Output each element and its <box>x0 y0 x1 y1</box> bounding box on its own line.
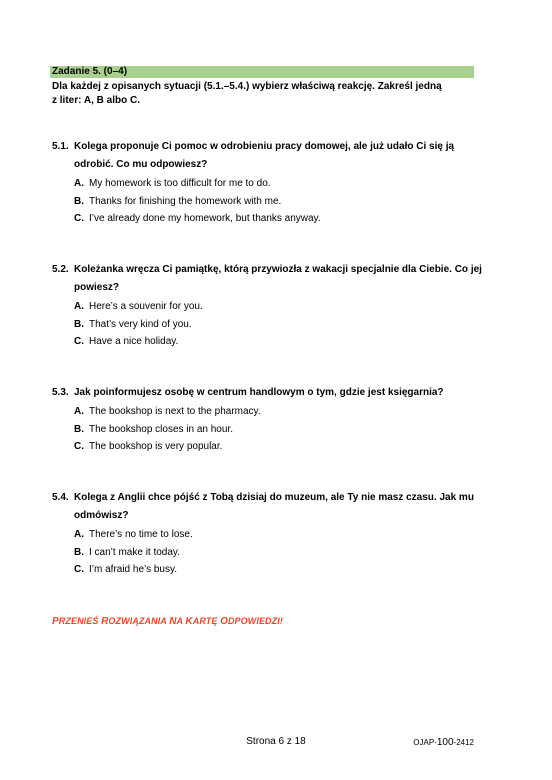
option-letter: A. <box>74 178 84 189</box>
option-list <box>74 298 482 351</box>
option-c[interactable] <box>74 561 482 579</box>
option-text: The bookshop is next to the pharmacy. <box>89 406 261 417</box>
option-text: The bookshop closes in an hour. <box>89 423 233 435</box>
option-text: I can’t make it today. <box>89 546 180 558</box>
exam-code <box>413 737 474 748</box>
exam-code-prefix: OJAP- <box>413 738 437 747</box>
option-letter: C. <box>74 564 84 575</box>
option-a[interactable] <box>74 298 482 316</box>
option-c[interactable] <box>74 210 482 228</box>
option-list <box>74 175 482 228</box>
question-stem: Jak poinformujesz osobę w centrum handlowym o tym, gdzie jest księgarnia? <box>74 387 444 398</box>
option-text: The bookshop is very popular. <box>89 441 223 452</box>
question-5-4 <box>52 489 482 579</box>
reminder-word: DPOWIEDZI! <box>227 616 283 626</box>
task-header: Zadanie 5. (0–4) <box>50 66 474 78</box>
option-text: Here’s a souvenir for you. <box>89 301 203 312</box>
question-number: 5.4. <box>52 492 69 503</box>
question-stem: Kolega proponuje Ci pomoc w odrobieniu pracy domowej, ale już udało Ci się ją odrobić. Co mu odpowiesz? <box>74 141 455 170</box>
option-list <box>74 403 482 456</box>
option-a[interactable] <box>74 403 482 421</box>
option-text: Have a nice holiday. <box>89 336 179 347</box>
option-text: Thanks for finishing the homework with me. <box>89 195 282 207</box>
question-number: 5.3. <box>52 387 69 398</box>
option-letter: B. <box>74 195 84 207</box>
option-text: I’m afraid he’s busy. <box>89 564 178 575</box>
option-letter: C. <box>74 336 84 347</box>
option-letter: C. <box>74 441 84 452</box>
option-letter: B. <box>74 546 84 558</box>
option-c[interactable] <box>74 438 482 456</box>
reminder-cap: N <box>169 616 177 627</box>
option-letter: A. <box>74 529 84 540</box>
option-b[interactable] <box>74 421 482 439</box>
question-number: 5.1. <box>52 141 69 152</box>
option-text: That’s very kind of you. <box>89 318 192 330</box>
reminder-cap: K <box>185 616 193 627</box>
option-b[interactable] <box>74 544 482 562</box>
option-letter: C. <box>74 213 84 224</box>
option-text: I’ve already done my homework, but thanks anyway. <box>89 213 321 224</box>
option-a[interactable] <box>74 175 482 193</box>
question-5-2 <box>52 261 482 351</box>
option-list <box>74 526 482 579</box>
instruction-line-2: z liter: A, B albo C. <box>52 95 140 106</box>
reminder-word: ARTĘ <box>192 616 221 626</box>
option-text: There’s no time to lose. <box>89 529 193 540</box>
reminder-cap: O <box>220 616 228 627</box>
question-number: 5.2. <box>52 264 69 275</box>
option-b[interactable] <box>74 316 482 334</box>
option-letter: A. <box>74 301 84 312</box>
reminder-word: RZENIEŚ <box>58 616 102 626</box>
transfer-answers-reminder <box>52 616 283 627</box>
question-5-3 <box>52 384 482 456</box>
exam-code-main: 100 <box>436 737 454 748</box>
option-letter: A. <box>74 406 84 417</box>
option-letter: B. <box>74 423 84 435</box>
option-c[interactable] <box>74 333 482 351</box>
reminder-cap: P <box>52 616 59 627</box>
page-number: Strona 6 z 18 <box>246 736 306 747</box>
question-5-1 <box>52 138 482 228</box>
instruction-line-1: Dla każdej z opisanych sytuacji (5.1.–5.4.) wybierz właściwą reakcję. Zakreśl jedną <box>52 81 442 92</box>
option-a[interactable] <box>74 526 482 544</box>
reminder-word: OZWIĄZANIA <box>108 616 170 626</box>
reminder-cap: R <box>101 616 109 627</box>
question-stem: Koleżanka wręcza Ci pamiątkę, którą przywiozła z wakacji specjalnie dla Ciebie. Co jej powiesz? <box>74 264 482 293</box>
option-letter: B. <box>74 318 84 330</box>
question-stem: Kolega z Anglii chce pójść z Tobą dzisiaj do muzeum, ale Ty nie masz czasu. Jak mu odmówisz? <box>74 492 474 521</box>
option-b[interactable] <box>74 193 482 211</box>
exam-code-suffix: -2412 <box>453 738 474 747</box>
task-instruction <box>52 80 472 108</box>
reminder-word: A <box>176 616 186 626</box>
option-text: My homework is too difficult for me to do. <box>89 178 271 189</box>
